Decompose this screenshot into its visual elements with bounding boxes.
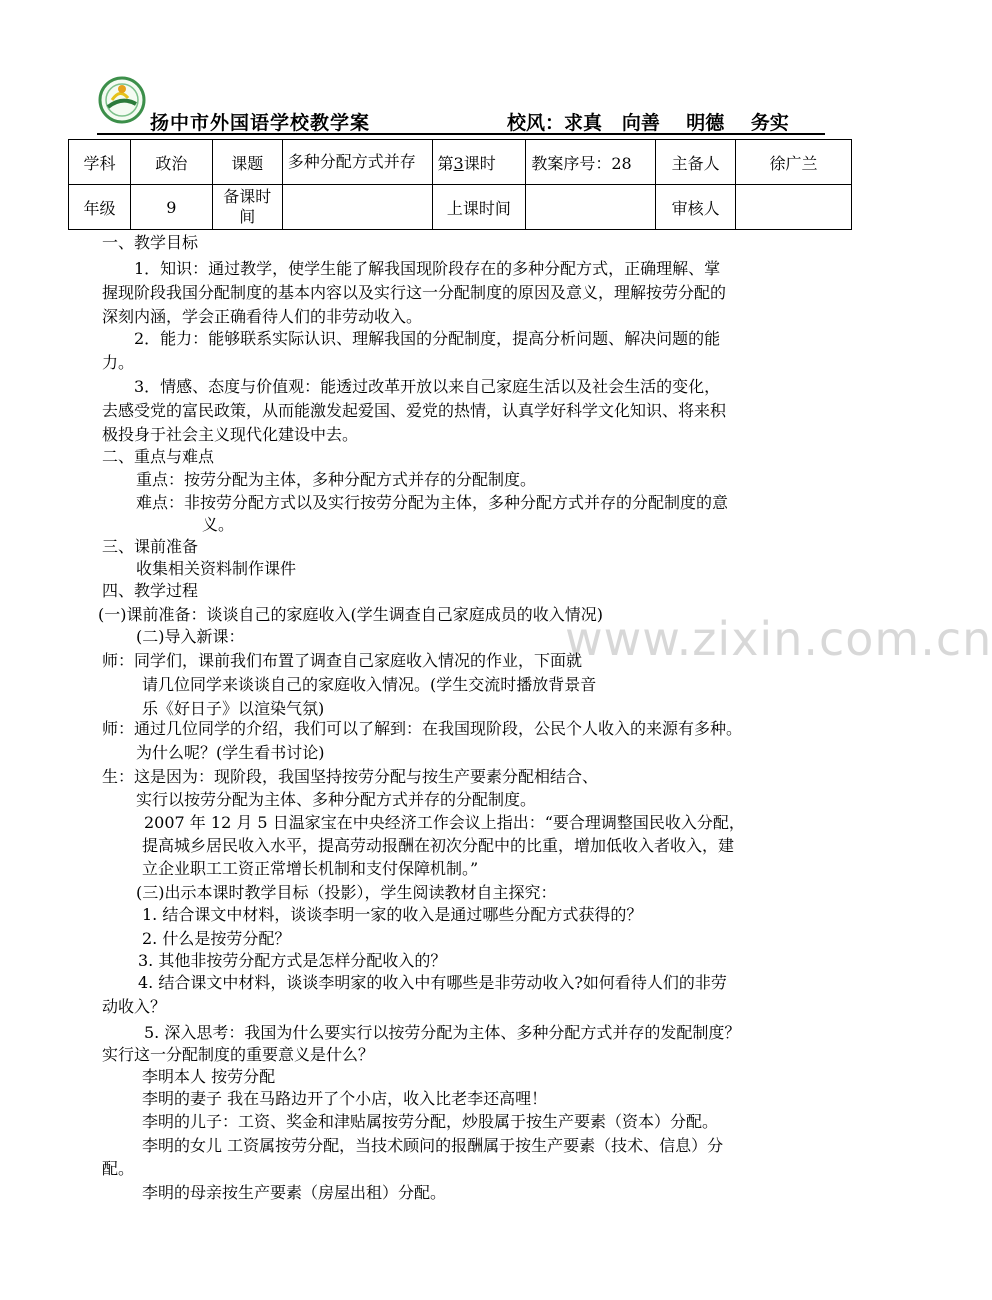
school-name: 扬中市外国语学校教学案 (150, 112, 371, 134)
reviewer-value (736, 185, 852, 230)
text-line: 收集相关资料制作课件 (136, 559, 297, 578)
text-line: 实行这一分配制度的重要意义是什么？ (102, 1045, 375, 1064)
topic-value: 多种分配方式并存 (282, 140, 432, 185)
text-line: 提高城乡居民收入水平，提高劳动报酬在初次分配中的比重，增加低收入者收入，建 (142, 836, 735, 855)
section-heading: 二、重点与难点 (102, 447, 215, 466)
text-line: 极投身于社会主义现代化建设中去。 (102, 425, 359, 444)
text-line: (二)导入新课： (136, 627, 245, 646)
grade-label: 年级 (69, 185, 131, 230)
text-line: 深刻内涵，学会正确看待人们的非劳动收入。 (102, 307, 423, 326)
class-time-value (526, 185, 656, 230)
text-line: 师：同学们，课前我们布置了调查自己家庭收入情况的作业，下面就 (102, 651, 583, 670)
prep-time-value (282, 185, 432, 230)
text-line: 3．情感、态度与价值观：能透过改革开放以来自己家庭生活以及社会生活的变化， (134, 377, 721, 396)
text-line: 2007 年 12 月 5 日温家宝在中央经济工作会议上指出：“要合理调整国民收入分配， (144, 813, 745, 832)
lesson-info-table (68, 139, 852, 230)
text-line: 力。 (102, 353, 135, 372)
question-item: 4. 结合课文中材料，谈谈李明家的收入中有哪些是非劳动收入?如何看待人们的非劳 (138, 973, 727, 992)
class-time-label: 上课时间 (432, 185, 526, 230)
text-line: 立企业职工工资正常增长机制和支付保障机制。” (142, 859, 479, 878)
section-heading: 一、教学目标 (102, 233, 199, 252)
grade-value: 9 (130, 185, 212, 230)
period-prefix: 第 (437, 153, 454, 173)
text-line: 握现阶段我国分配制度的基本内容以及实行这一分配制度的原因及意义，理解按劳分配的 (102, 283, 727, 302)
question-item: 3. 其他非按劳分配方式是怎样分配收入的？ (138, 951, 447, 970)
text-line: 为什么呢？(学生看书讨论) (136, 743, 325, 762)
question-item: 1. 结合课文中材料，谈谈李明一家的收入是通过哪些分配方式获得的？ (142, 905, 643, 924)
section-heading: 三、课前准备 (102, 537, 199, 556)
preparer-value: 徐广兰 (736, 140, 852, 185)
preparer-label: 主备人 (656, 140, 736, 185)
subject-label: 学科 (69, 140, 131, 185)
subject-value: 政治 (130, 140, 212, 185)
example-line: 李明本人 按劳分配 (142, 1067, 276, 1086)
period-cell (432, 140, 526, 185)
text-line: (三)出示本课时教学目标（投影），学生阅读教材自主探究： (136, 883, 557, 902)
topic-label: 课题 (212, 140, 282, 185)
page-header (0, 0, 920, 140)
example-line: 李明的母亲按生产要素（房屋出租）分配。 (142, 1183, 447, 1202)
example-line: 李明的儿子：工资、奖金和津贴属按劳分配，炒股属于按生产要素（资本）分配。 (142, 1112, 719, 1131)
text-line: 1．知识：通过教学，使学生能了解我国现阶段存在的多种分配方式，正确理解、掌 (134, 259, 721, 278)
text-line: 义。 (202, 515, 235, 534)
period-number: 3 (453, 153, 464, 173)
question-item: 2. 什么是按劳分配？ (142, 929, 291, 948)
text-line: 2．能力：能够联系实际认识、理解我国的分配制度，提高分析问题、解决问题的能 (134, 329, 721, 348)
header-rule (97, 133, 825, 135)
text-line: 实行以按劳分配为主体、多种分配方式并存的分配制度。 (136, 790, 537, 809)
example-line: 配。 (102, 1159, 135, 1178)
question-item: 5. 深入思考：我国为什么要实行以按劳分配为主体、多种分配方式并存的发配制度？ (144, 1023, 741, 1042)
reviewer-label: 审核人 (656, 185, 736, 230)
text-line: 请几位同学来谈谈自己的家庭收入情况。(学生交流时播放背景音 (142, 675, 597, 694)
text-line: 重点：按劳分配为主体，多种分配方式并存的分配制度。 (136, 470, 537, 489)
example-line: 李明的妻子 我在马路边开了个小店，收入比老李还高哩！ (142, 1089, 548, 1108)
section-heading: 四、教学过程 (102, 581, 199, 600)
text-line: (一)课前准备：谈谈自己的家庭收入(学生调查自己家庭成员的收入情况) (98, 605, 603, 624)
school-logo-icon (98, 76, 146, 124)
watermark: www.zixin.com.cn (565, 612, 992, 666)
text-line: 难点：非按劳分配方式以及实行按劳分配为主体，多种分配方式并存的分配制度的意 (136, 493, 729, 512)
school-motto: 校风：求真 向善 明德 务实 (507, 112, 789, 134)
text-line: 动收入？ (102, 997, 167, 1016)
text-line: 师：通过几位同学的介绍，我们可以了解到：在我国现阶段，公民个人收入的来源有多种。 (102, 719, 743, 738)
prep-time-label: 备课时间 (212, 185, 282, 230)
text-line: 去感受党的富民政策，从而能激发起爱国、爱党的热情，认真学好科学文化知识、将来积 (102, 401, 727, 420)
text-line: 生：这是因为：现阶段，我国坚持按劳分配与按生产要素分配相结合、 (102, 767, 599, 786)
plan-number: 教案序号：28 (526, 140, 656, 185)
text-line: 乐《好日子》以渲染气氛) (142, 699, 325, 718)
period-suffix: 课时 (463, 153, 496, 173)
example-line: 李明的女儿 工资属按劳分配，当技术顾问的报酬属于按生产要素（技术、信息）分 (142, 1136, 724, 1155)
